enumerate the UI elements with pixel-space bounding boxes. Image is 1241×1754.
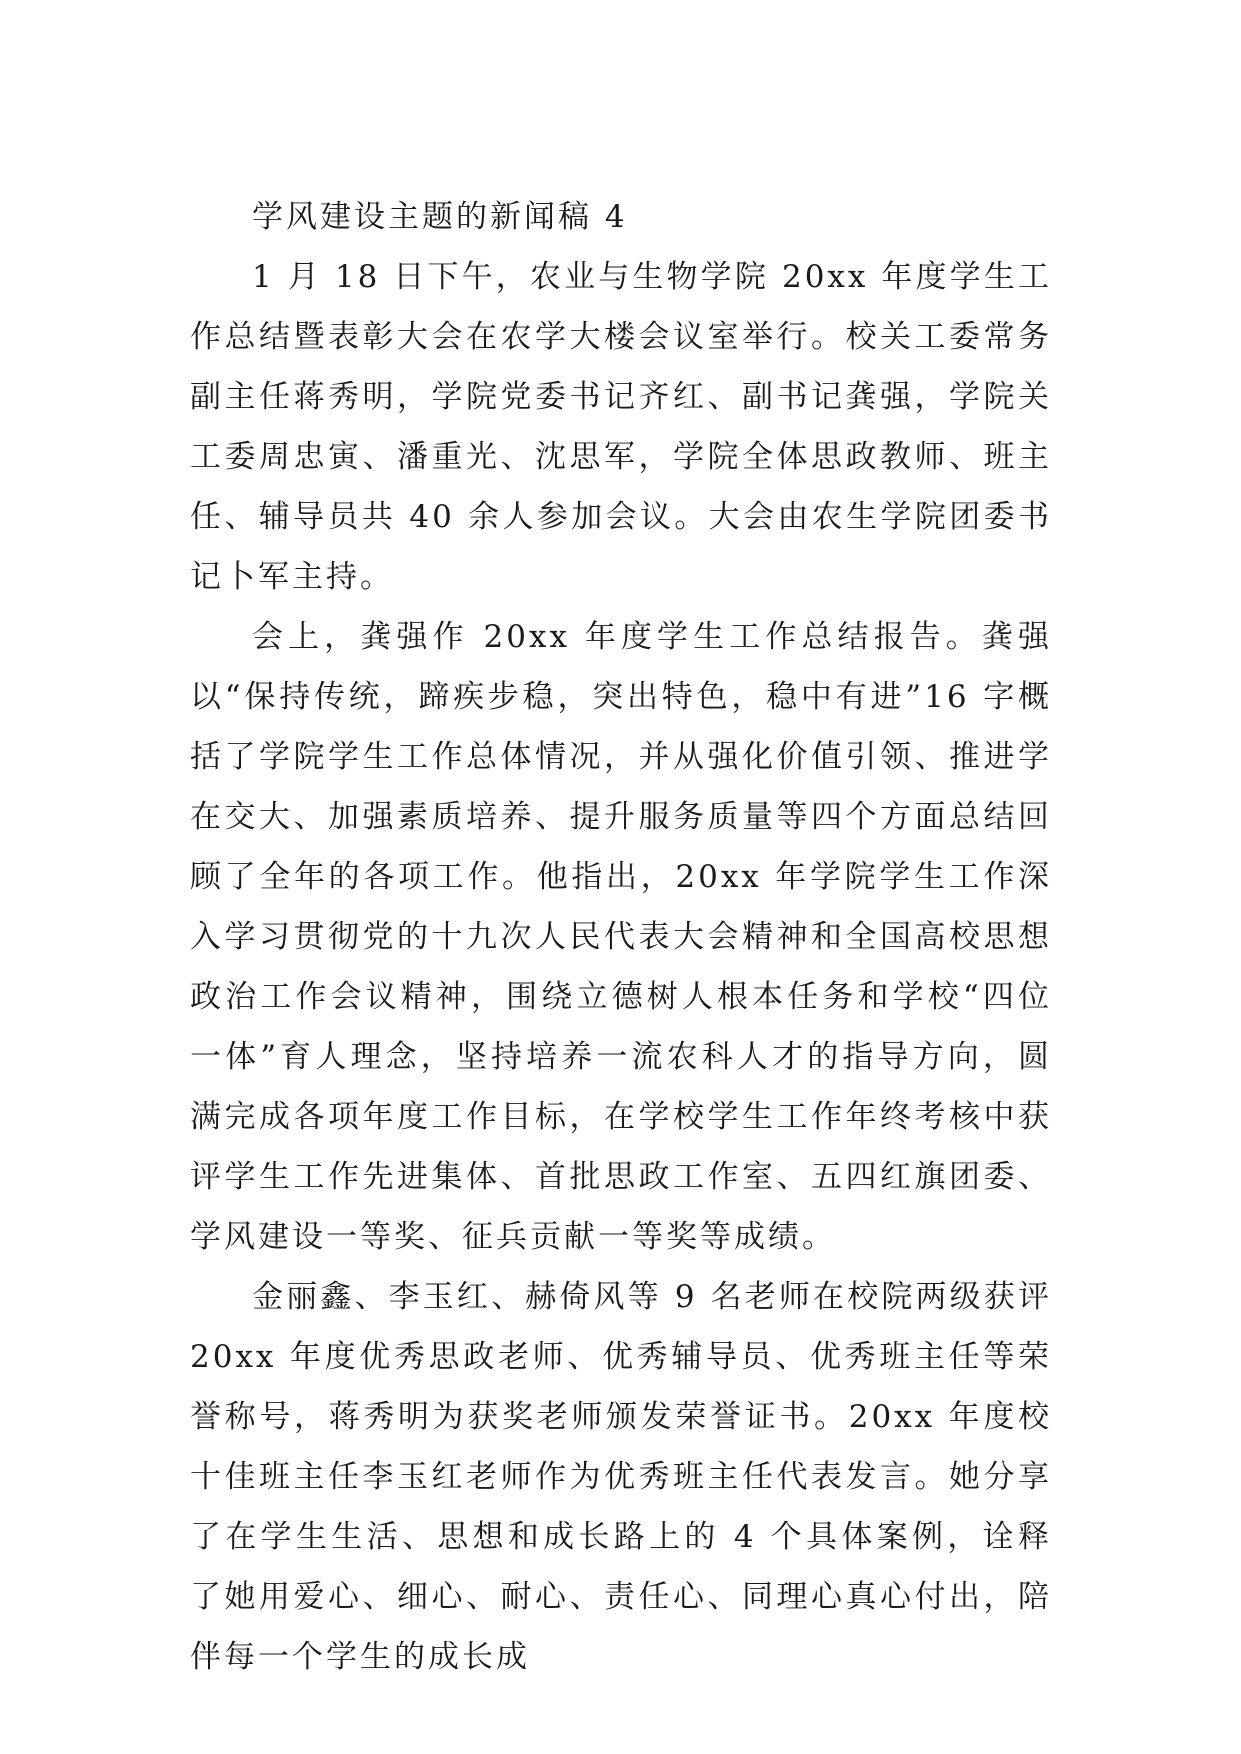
paragraph-2: 会上，龚强作 20xx 年度学生工作总结报告。龚强以“保持传统，蹄疾步稳，突出特色，稳中有进”16 字概括了学院学生工作总体情况，并从强化价值引领、推进学在交大、加强素质培养、提升服务质量等四个方面总结回顾了全年的各项工作。他指出，20xx 年学院学生工作深入学习贯彻党的十九次人民代表大会精神和全国高校思想政治工作会议精神，围绕立德树人根本任务和学校“四位一体”育人理念，坚持培养一流农科人才的指导方向，圆满完成各项年度工作目标，在学校学生工作年终考核中获评学生工作先进集体、首批思政工作室、五四红旗团委、学风建设一等奖、征兵贡献一等奖等成绩。 [190, 619, 1052, 1255]
document-body [190, 187, 1052, 1687]
paragraph-3: 金丽鑫、李玉红、赫倚风等 9 名老师在校院两级获评 20xx 年度优秀思政老师、优秀辅导员、优秀班主任等荣誉称号，蒋秀明为获奖老师颁发荣誉证书。20xx 年度校十佳班主任李玉红老师作为优秀班主任代表发言。她分享了在学生生活、思想和成长路上的 4 个具体案例，诠释了她用爱心、细心、耐心、责任心、同理心真心付出，陪伴每一个学生的成长成 [190, 1279, 1052, 1675]
document-title: 学风建设主题的新闻稿 4 [252, 199, 628, 235]
paragraph-1: 1 月 18 日下午，农业与生物学院 20xx 年度学生工作总结暨表彰大会在农学大楼会议室举行。校关工委常务副主任蒋秀明，学院党委书记齐红、副书记龚强，学院关工委周忠寅、潘重光、沈思军，学院全体思政教师、班主任、辅导员共 40 余人参加会议。大会由农生学院团委书记卜军主持。 [190, 259, 1052, 595]
